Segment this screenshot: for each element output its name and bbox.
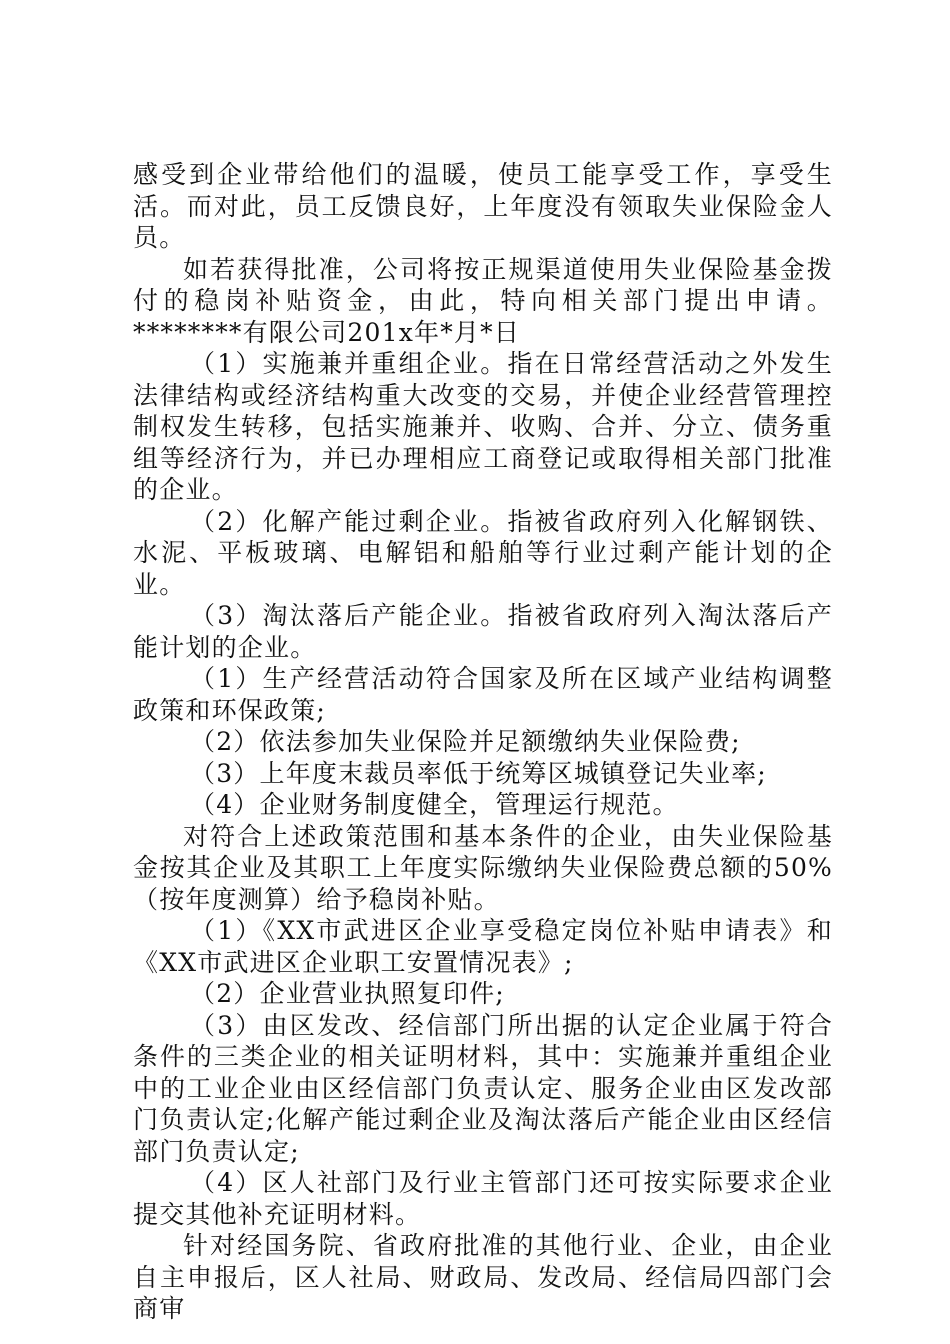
paragraph-condition-layoff-rate: （3）上年度末裁员率低于统筹区城镇登记失业率; [190,758,767,788]
paragraph-subsidy-amount: 对符合上述政策范围和基本条件的企业，由失业保险基金按其企业及其职工上年度实际缴纳失业保险费总额的50%（按年度测算）给予稳岗补贴。 [133,821,833,914]
paragraph-condition-finance: （4）企业财务制度健全，管理运行规范。 [190,790,679,819]
paragraph-material-certification: （3）由区发改、经信部门所出据的认定企业属于符合条件的三类企业的相关证明材料，其中：实施兼并重组企业中的工业企业由区经信部门负责认定、服务企业由区发改部门负责认定;化解产能过剩企业及淘汰落后产能企业由区经信部门负责认定; [133,1010,833,1166]
paragraph-application-request: 如若获得批准，公司将按正规渠道使用失业保险基金拨付的稳岗补贴资金，由此，特向相关部门提出申请。********有限公司201x年*月*日 [133,254,833,347]
paragraph-condition-insurance: （2）依法参加失业保险并足额缴纳失业保险费; [190,727,741,756]
paragraph-condition-policy: （1）生产经营活动符合国家及所在区域产业结构调整政策和环保政策; [133,664,833,725]
paragraph-material-license: （2）企业营业执照复印件; [190,979,505,1008]
paragraph-employee-feedback: 感受到企业带给他们的温暖，使员工能享受工作，享受生活。而对此，员工反馈良好，上年度没有领取失业保险金人员。 [133,160,833,252]
paragraph-obsolete-capacity-enterprise: （3）淘汰落后产能企业。指被省政府列入淘汰落后产能计划的企业。 [133,601,833,662]
paragraph-merger-enterprise: （1）实施兼并重组企业。指在日常经营活动之外发生法律结构或经济结构重大改变的交易，并使企业经营管理控制权发生转移，包括实施兼并、收购、合并、分立、债务重组等经济行为，并已办理相应工商登记或取得相关部门批准的企业。 [133,349,833,504]
document-body [133,159,833,1325]
paragraph-other-industries: 针对经国务院、省政府批准的其他行业、企业，由企业自主申报后，区人社局、财政局、发改局、经信局四部门会商审 [133,1231,833,1323]
paragraph-overcapacity-enterprise: （2）化解产能过剩企业。指被省政府列入化解钢铁、水泥、平板玻璃、电解铝和船舶等行业过剩产能计划的企业。 [133,506,833,599]
paragraph-material-supplementary: （4）区人社部门及行业主管部门还可按实际要求企业提交其他补充证明材料。 [133,1168,833,1229]
paragraph-material-forms: （1）《XX市武进区企业享受稳定岗位补贴申请表》和《XX市武进区企业职工安置情况表》; [133,916,833,977]
